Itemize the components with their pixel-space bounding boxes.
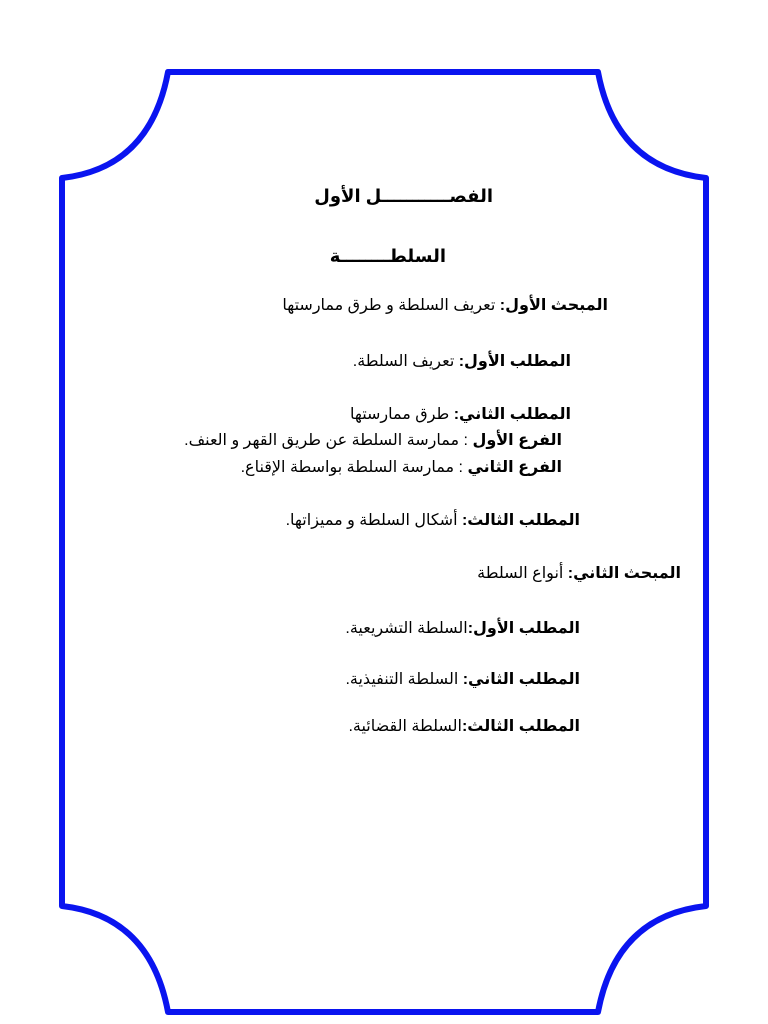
outline-text: تعريف السلطة. bbox=[352, 353, 459, 370]
outline-subsection-2-1 bbox=[345, 619, 580, 639]
outline-subsection-1-1 bbox=[353, 352, 571, 372]
outline-text: السلطة القضائية. bbox=[348, 718, 462, 735]
outline-text: طرق ممارستها bbox=[349, 406, 454, 423]
outline-subsection-2-2 bbox=[345, 670, 580, 690]
outline-branch-1 bbox=[184, 431, 562, 451]
outline-text: : ممارسة السلطة عن طريق القهر و العنف. bbox=[184, 432, 473, 449]
outline-label: المطلب الثاني: bbox=[462, 671, 580, 688]
outline-label: المطلب الثالث: bbox=[461, 718, 580, 735]
outline-label: المطلب الأول: bbox=[467, 620, 580, 637]
outline-section-2 bbox=[477, 564, 681, 584]
outline-label: الفرع الثاني bbox=[467, 459, 562, 476]
outline-text: أنواع السلطة bbox=[477, 565, 568, 582]
outline-subsection-1-3 bbox=[286, 511, 580, 531]
outline-label: المطلب الثالث: bbox=[461, 512, 580, 529]
outline-subsection-2-3 bbox=[348, 717, 580, 737]
chapter-title: الفصـــــــــــل الأول bbox=[314, 186, 493, 206]
chapter-subtitle: السلطــــــــة bbox=[329, 246, 446, 266]
outline-label: المطلب الثاني: bbox=[453, 406, 571, 423]
outline-label: المطلب الأول: bbox=[458, 353, 571, 370]
outline-label: المبحث الأول: bbox=[499, 297, 608, 314]
outline-text: أشكال السلطة و مميزاتها. bbox=[285, 512, 462, 529]
outline-subsection-1-2 bbox=[350, 405, 571, 425]
outline-label: الفرع الأول bbox=[472, 432, 562, 449]
outline-text: السلطة التشريعية. bbox=[345, 620, 468, 637]
outline-text: السلطة التنفيذية. bbox=[345, 671, 463, 688]
outline-section-1 bbox=[282, 296, 608, 316]
outline-text: تعريف السلطة و طرق ممارستها bbox=[282, 297, 500, 314]
outline-label: المبحث الثاني: bbox=[567, 565, 681, 582]
outline-branch-2 bbox=[241, 458, 562, 478]
outline-text: : ممارسة السلطة بواسطة الإقناع. bbox=[240, 459, 468, 476]
